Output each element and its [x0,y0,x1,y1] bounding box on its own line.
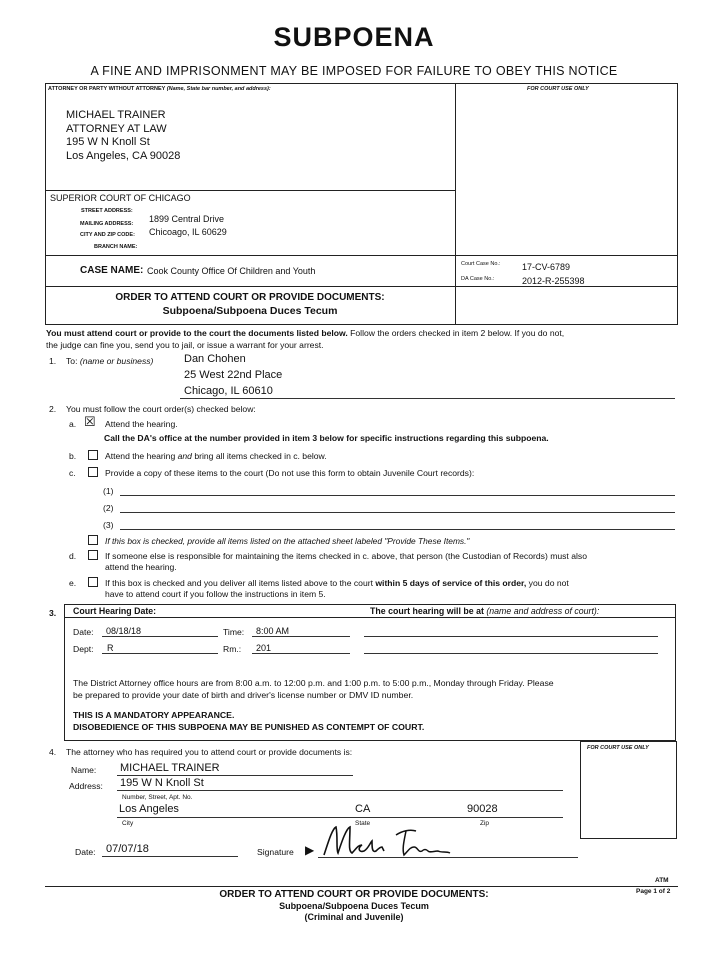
item2-heading: You must follow the court order(s) checked below: [66,404,256,414]
order-title-line1: ORDER TO ATTEND COURT OR PROVIDE DOCUMENTS: [115,292,385,303]
court-name: SUPERIOR COURT OF CHICAGO [50,193,191,203]
court-street: 1899 Central Drive [149,214,225,224]
item2c-letter: c. [69,468,76,478]
item2a-letter: a. [69,419,77,429]
recipient-street: 25 West 22nd Place [184,369,283,381]
hearing-date-label: Court Hearing Date: [73,606,157,616]
item-line-3[interactable] [120,529,675,530]
item2b-text: Attend the hearing and bring all items checked in c. below. [105,451,327,461]
signature-date-value[interactable]: 07/07/18 [106,843,149,855]
caption-divider-vertical [455,83,456,325]
da-case-value: 2012-R-255398 [522,276,585,286]
mailing-address-label: MAILING ADDRESS: [80,221,134,227]
hearing-box-divider [64,617,676,618]
attorney-address [66,109,180,163]
checkbox-provide-copy[interactable] [88,467,98,477]
item2d-text: If someone else is responsible for maintaining the items checked in c. above, that person (the Custodian of Records) must also attend the hearing. [105,551,587,572]
item3-number: 3. [49,608,57,618]
recipient-name: Dan Chohen [184,353,246,365]
attorney-zip-value[interactable]: 90028 [467,803,498,815]
order-title [45,292,455,317]
attorney-city-line [117,817,563,818]
signature-date-label: Date: [75,847,96,857]
item2e-text: If this box is checked and you deliver all items listed above to the court within 5 days of service of this order, you do not have to attend court if you follow the instructions in item 5. [105,578,569,599]
item-line-label: (1) [103,486,114,496]
item-line-1[interactable] [120,495,675,496]
recipient-city: Chicago, IL 60610 [184,385,273,397]
hearing-location-label: The court hearing will be at (name and address of court): [370,606,600,616]
hearing-date-line [102,636,218,637]
intro-text: You must attend court or provide to the court the documents listed below. Follow the orders checked in item 2 below. If you do not, the judge can fine you, send you to jail, or issue a warrant for your arrest. [46,328,565,350]
dept-line [102,653,218,654]
handwritten-signature[interactable] [318,823,458,863]
item1-label: To: (name or business) [66,356,154,366]
footer-title [0,889,708,922]
court-use-label: FOR COURT USE ONLY [527,86,589,92]
form-code: ATM [655,877,669,884]
checkbox-attend-hearing[interactable]: ☒ [84,414,96,429]
footer-rule [45,886,678,887]
checkbox-deliver-items[interactable] [88,577,98,587]
item4-number: 4. [49,747,57,757]
court-use-box [580,741,677,839]
hearing-date-value[interactable]: 08/18/18 [106,626,142,636]
item2c-text: Provide a copy of these items to the court (Do not use this form to obtain Juvenile Court records): [105,468,475,478]
attorney-line: MICHAEL TRAINER [66,109,166,121]
court-location-line-2[interactable] [364,653,658,654]
item-line-label: (3) [103,520,114,530]
attorney-line: 195 W N Knoll St [66,136,150,148]
attorney-address-line [117,790,563,791]
signature-arrow-icon: ▶ [305,843,315,857]
item1-number: 1. [49,356,57,366]
attorney-address-label: Address: [69,781,103,791]
case-name-label: CASE NAME: [80,265,144,276]
office-hours-text: The District Attorney office hours are from 8:00 a.m. to 12:00 p.m. and 1:00 p.m. to 5:00 p.m., Monday through Friday. Please be prepared to provide your date of birth and driver's license number or DMV ID number. [73,678,554,700]
footer-line3: (Criminal and Juvenile) [304,912,404,922]
attorney-address-value[interactable]: 195 W N Knoll St [120,777,204,789]
item-line-2[interactable] [120,512,675,513]
hearing-time-value[interactable]: 8:00 AM [256,626,290,636]
court-location-line-1[interactable] [364,636,658,637]
signature-label: Signature [257,847,294,857]
street-caption: Number, Street, Apt. No. [122,794,193,801]
time-label: Time: [223,627,245,637]
item2b-letter: b. [69,451,77,461]
case-name-value: Cook County Office Of Children and Youth [147,266,316,276]
court-case-value: 17-CV-6789 [522,262,571,272]
attorney-state-value[interactable]: CA [355,803,371,815]
date-label: Date: [73,627,94,637]
attorney-name-value[interactable]: MICHAEL TRAINER [120,762,220,774]
rm-value[interactable]: 201 [256,643,272,653]
court-case-label: Court Case No.: [461,261,501,267]
attached-sheet-text: If this box is checked, provide all items listed on the attached sheet labeled "Provide These Items." [105,536,470,546]
signature-date-line [102,856,238,857]
footer-line2: Subpoena/Subpoena Duces Tecum [279,901,429,911]
hearing-time-line [252,636,350,637]
da-case-label: DA Case No.: [461,276,495,282]
checkbox-bring-items[interactable] [88,450,98,460]
city-caption: City [122,820,134,827]
item2-number: 2. [49,404,57,414]
rm-label: Rm.: [223,644,242,654]
rm-line [252,653,350,654]
divider-attorney-court [45,190,456,191]
page-number: Page 1 of 2 [636,888,671,895]
mandatory-text: THIS IS A MANDATORY APPEARANCE. DISOBEDIENCE OF THIS SUBPOENA MAY BE PUNISHED AS CONTEMPT OF COURT. [73,710,425,732]
item2a-text: Attend the hearing. [105,419,178,429]
item4-heading: The attorney who has required you to attend court or provide documents is: [66,747,353,757]
page-title: SUBPOENA [273,22,435,52]
item2a-bold: Call the DA's office at the number provided in item 3 below for specific instructions regarding this subpoena. [104,433,549,443]
attorney-name-line [117,775,353,776]
order-title-line2: Subpoena/Subpoena Duces Tecum [162,305,338,317]
item-line-label: (2) [103,503,114,513]
divider-case-order [45,286,678,287]
item2d-letter: d. [69,551,77,561]
warning-notice: A FINE AND IMPRISONMENT MAY BE IMPOSED FOR FAILURE TO OBEY THIS NOTICE [90,64,618,78]
attorney-line: ATTORNEY AT LAW [66,122,167,135]
divider-court-case [45,255,678,256]
attorney-line: Los Angeles, CA 90028 [66,149,181,162]
branch-name-label: BRANCH NAME: [94,244,138,250]
state-caption: State [355,820,371,827]
attorney-city-value[interactable]: Los Angeles [119,803,179,815]
street-address-label: STREET ADDRESS: [81,208,133,214]
attorney-label: ATTORNEY OR PARTY WITHOUT ATTORNEY (Name, State bar number, and address): [48,86,271,92]
dept-label: Dept: [73,644,94,654]
recipient-underline [180,398,675,399]
checkbox-attached-sheet[interactable] [88,535,98,545]
item2e-letter: e. [69,578,77,588]
city-zip-label: CITY AND ZIP CODE: [80,232,135,238]
checkbox-custodian[interactable] [88,550,98,560]
attorney-name-label: Name: [71,765,97,775]
court-city: Chicoago, IL 60629 [149,227,227,237]
zip-caption: Zip [480,820,490,827]
footer-line1: ORDER TO ATTEND COURT OR PROVIDE DOCUMENTS: [219,889,489,900]
dept-value[interactable]: R [107,643,114,653]
court-use-label-2: FOR COURT USE ONLY [587,745,649,751]
